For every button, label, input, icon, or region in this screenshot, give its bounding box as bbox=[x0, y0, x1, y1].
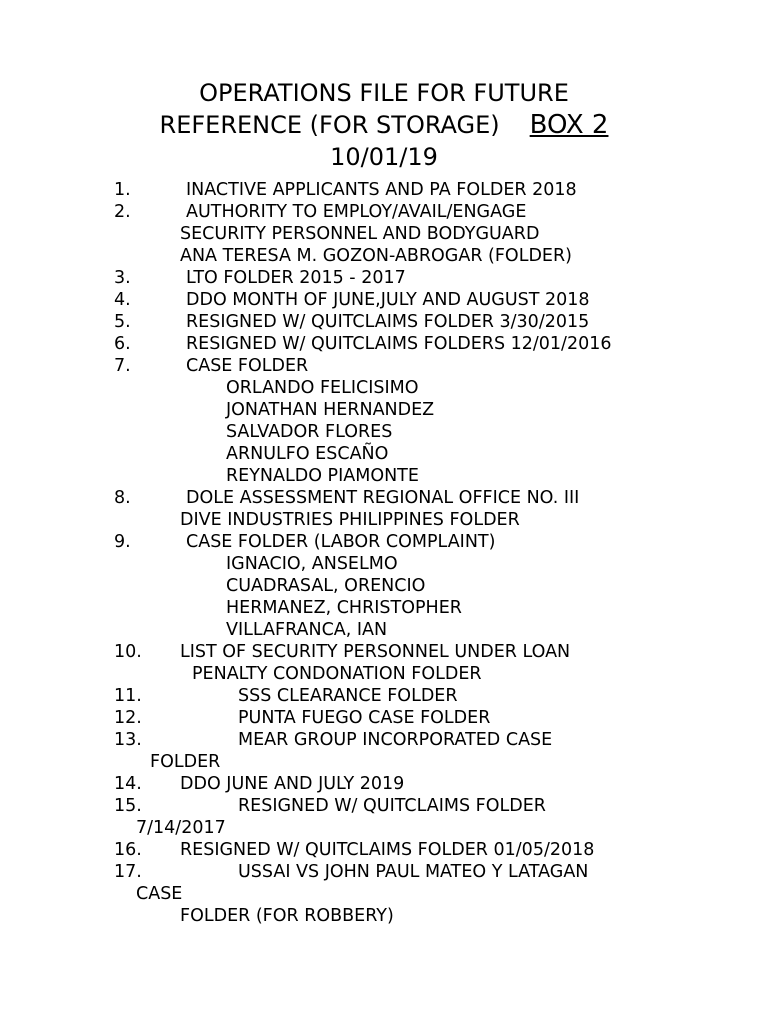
item-number: 13. bbox=[114, 730, 142, 750]
item-text: RESIGNED W/ QUITCLAIMS FOLDERS 12/01/2016 bbox=[186, 334, 612, 354]
item-number: 17. bbox=[114, 862, 142, 882]
item-text-continued: FOLDER bbox=[150, 752, 221, 772]
item-text: CASE FOLDER (LABOR COMPLAINT) bbox=[186, 532, 496, 552]
sub-item: CUADRASAL, ORENCIO bbox=[226, 576, 426, 596]
item-number: 16. bbox=[114, 840, 142, 860]
item-text-continued: DIVE INDUSTRIES PHILIPPINES FOLDER bbox=[180, 510, 520, 530]
sub-item: REYNALDO PIAMONTE bbox=[226, 466, 419, 486]
title-text: REFERENCE (FOR STORAGE) bbox=[159, 111, 500, 139]
item-text: PUNTA FUEGO CASE FOLDER bbox=[238, 708, 491, 728]
sub-item: IGNACIO, ANSELMO bbox=[226, 554, 398, 574]
item-text: DOLE ASSESSMENT REGIONAL OFFICE NO. III bbox=[186, 488, 580, 508]
sub-item: ARNULFO ESCAÑO bbox=[226, 444, 389, 464]
item-text: INACTIVE APPLICANTS AND PA FOLDER 2018 bbox=[186, 180, 577, 200]
title-line-1: OPERATIONS FILE FOR FUTURE bbox=[199, 79, 569, 107]
item-text: MEAR GROUP INCORPORATED CASE bbox=[238, 730, 553, 750]
sub-item: ORLANDO FELICISIMO bbox=[226, 378, 419, 398]
item-text-continued: PENALTY CONDONATION FOLDER bbox=[192, 664, 482, 684]
item-text-continued: ANA TERESA M. GOZON-ABROGAR (FOLDER) bbox=[180, 246, 572, 266]
item-number: 6. bbox=[114, 334, 131, 354]
item-number: 4. bbox=[114, 290, 131, 310]
item-text: RESIGNED W/ QUITCLAIMS FOLDER 01/05/2018 bbox=[180, 840, 595, 860]
document-date: 10/01/19 bbox=[330, 143, 438, 171]
sub-item: JONATHAN HERNANDEZ bbox=[226, 400, 435, 420]
box-label: BOX 2 bbox=[529, 110, 609, 140]
item-number: 5. bbox=[114, 312, 131, 332]
item-text: USSAI VS JOHN PAUL MATEO Y LATAGAN bbox=[238, 862, 589, 882]
item-text: LIST OF SECURITY PERSONNEL UNDER LOAN bbox=[180, 642, 571, 662]
title-line-2 bbox=[0, 108, 768, 142]
item-number: 9. bbox=[114, 532, 131, 552]
item-text: RESIGNED W/ QUITCLAIMS FOLDER 3/30/2015 bbox=[186, 312, 590, 332]
item-number: 1. bbox=[114, 180, 131, 200]
sub-item: SALVADOR FLORES bbox=[226, 422, 393, 442]
item-text: AUTHORITY TO EMPLOY/AVAIL/ENGAGE bbox=[186, 202, 527, 222]
item-text-continued: 7/14/2017 bbox=[136, 818, 226, 838]
item-number: 12. bbox=[114, 708, 142, 728]
sub-item: HERMANEZ, CHRISTOPHER bbox=[226, 598, 462, 618]
item-text: RESIGNED W/ QUITCLAIMS FOLDER bbox=[238, 796, 546, 816]
item-text: DDO JUNE AND JULY 2019 bbox=[180, 774, 405, 794]
item-text-continued: CASE bbox=[136, 884, 183, 904]
item-number: 11. bbox=[114, 686, 142, 706]
item-number: 14. bbox=[114, 774, 142, 794]
sub-item: VILLAFRANCA, IAN bbox=[226, 620, 388, 640]
item-number: 7. bbox=[114, 356, 131, 376]
item-text: DDO MONTH OF JUNE,JULY AND AUGUST 2018 bbox=[186, 290, 590, 310]
item-text-continued: FOLDER (FOR ROBBERY) bbox=[180, 906, 394, 926]
item-text: CASE FOLDER bbox=[186, 356, 309, 376]
item-text-continued: SECURITY PERSONNEL AND BODYGUARD bbox=[180, 224, 540, 244]
item-number: 8. bbox=[114, 488, 131, 508]
item-number: 3. bbox=[114, 268, 131, 288]
item-number: 2. bbox=[114, 202, 131, 222]
item-text: LTO FOLDER 2015 - 2017 bbox=[186, 268, 406, 288]
item-number: 15. bbox=[114, 796, 142, 816]
item-number: 10. bbox=[114, 642, 142, 662]
item-text: SSS CLEARANCE FOLDER bbox=[238, 686, 458, 706]
